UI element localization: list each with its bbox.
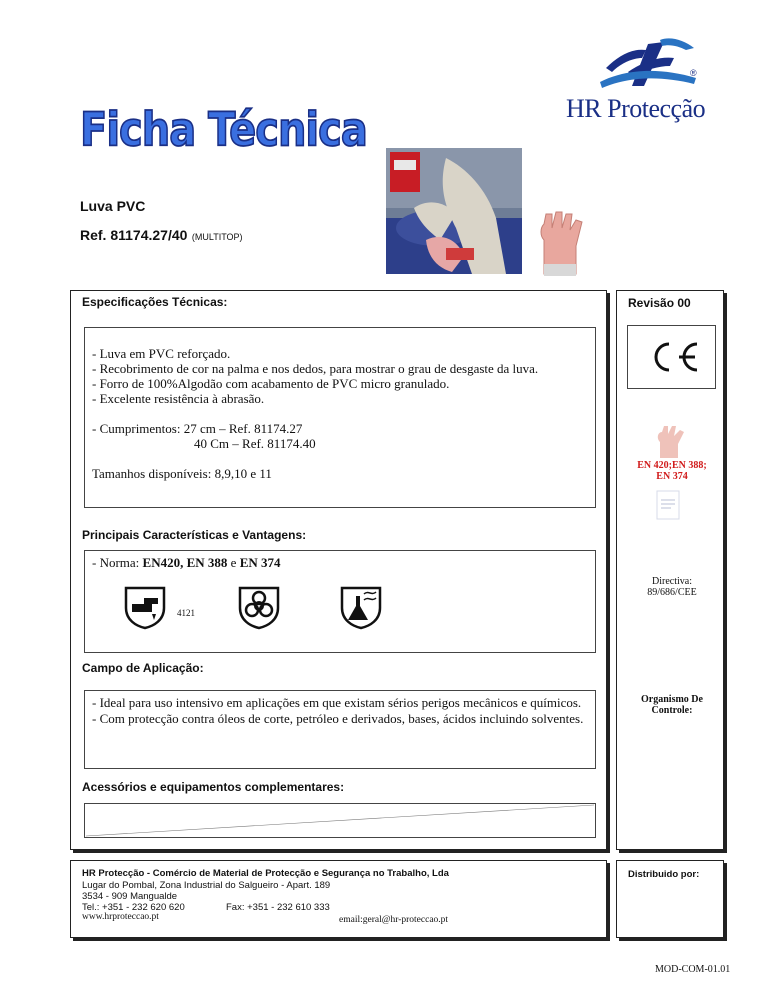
application-line: - Com protecção contra óleos de corte, petróleo e derivados, bases, ácidos incluindo solventes. <box>92 711 584 726</box>
footer-email[interactable]: email:geral@hr-proteccao.pt <box>339 915 449 925</box>
specs-text <box>92 346 592 481</box>
revision-label: Revisão 00 <box>628 296 691 310</box>
footer-company: HR Protecção - Comércio de Material de Protecção e Segurança no Trabalho, Lda <box>82 868 449 879</box>
norm-bold: EN420, EN 388 <box>142 555 228 570</box>
accessories-heading: Acessórios e equipamentos complementares: <box>82 780 345 794</box>
spec-lengths-2: 40 Cm – Ref. 81174.40 <box>194 436 316 451</box>
page-title: Ficha Técnica <box>80 104 367 157</box>
product-ref <box>80 227 243 245</box>
product-ref-note: (MULTITOP) <box>191 232 243 242</box>
application-heading: Campo de Aplicação: <box>82 661 204 675</box>
spec-line: - Excelente resistência à abrasão. <box>92 391 265 406</box>
mechanical-hazard-icon <box>122 584 168 630</box>
spec-sizes: Tamanhos disponíveis: 8,9,10 e 11 <box>92 466 272 481</box>
spec-line: - Recobrimento de cor na palma e nos dedos, para mostrar o grau de desgaste da luva. <box>92 361 539 376</box>
product-ref-label: Ref. 81174.27/40 <box>80 227 188 243</box>
mechanical-code: 4121 <box>177 608 195 618</box>
registered-mark: ® <box>690 68 697 78</box>
spec-lengths: - Cumprimentos: 27 cm – Ref. 81174.27 <box>92 421 303 436</box>
biological-hazard-icon <box>236 584 282 630</box>
accessories-strike <box>84 803 596 838</box>
footer-address2: 3534 - 909 Mangualde <box>82 891 178 902</box>
hr-logo-mark <box>598 38 698 90</box>
brand-logo <box>566 38 730 128</box>
ce-mark-icon <box>643 340 703 374</box>
norm-prefix: - Norma: <box>92 555 143 570</box>
revision-directive: Directiva: 89/686/CEE <box>647 576 697 598</box>
application-text <box>92 695 586 727</box>
glove-thumb-icon <box>650 426 690 458</box>
brand-name: HR Protecção <box>566 94 706 123</box>
footer-web[interactable]: www.hrproteccao.pt <box>82 912 159 922</box>
spec-line: - Forro de 100%Algodão com acabamento de PVC micro granulado. <box>92 376 450 391</box>
revision-organism: Organismo De Controle: <box>641 694 703 716</box>
distributor-label: Distribuido por: <box>628 869 700 880</box>
application-line: - Ideal para uso intensivo em aplicações em que existam sérios perigos mecânicos e químicos. <box>92 695 582 710</box>
form-code: MOD-COM-01.01 <box>655 964 731 975</box>
footer-address1: Lugar do Pombal, Zona Industrial do Salgueiro - Apart. 189 <box>82 880 331 891</box>
specs-heading: Especificações Técnicas: <box>82 295 228 309</box>
features-heading: Principais Características e Vantagens: <box>82 528 307 542</box>
certificate-thumb-icon <box>656 490 680 520</box>
revision-norms: EN 420;EN 388; EN 374 <box>637 460 707 482</box>
product-name: Luva PVC <box>80 198 146 214</box>
product-photo-main <box>386 148 522 274</box>
norm-mid: e <box>227 555 240 570</box>
norm-last: EN 374 <box>239 555 281 570</box>
spec-line: - Luva em PVC reforçado. <box>92 346 231 361</box>
product-photo-glove <box>536 210 586 278</box>
footer-fax: Fax: +351 - 232 610 333 <box>226 902 330 913</box>
features-norm <box>92 555 281 571</box>
chemical-hazard-icon <box>338 584 384 630</box>
footer-tel: Tel.: +351 - 232 620 620 <box>82 902 185 913</box>
